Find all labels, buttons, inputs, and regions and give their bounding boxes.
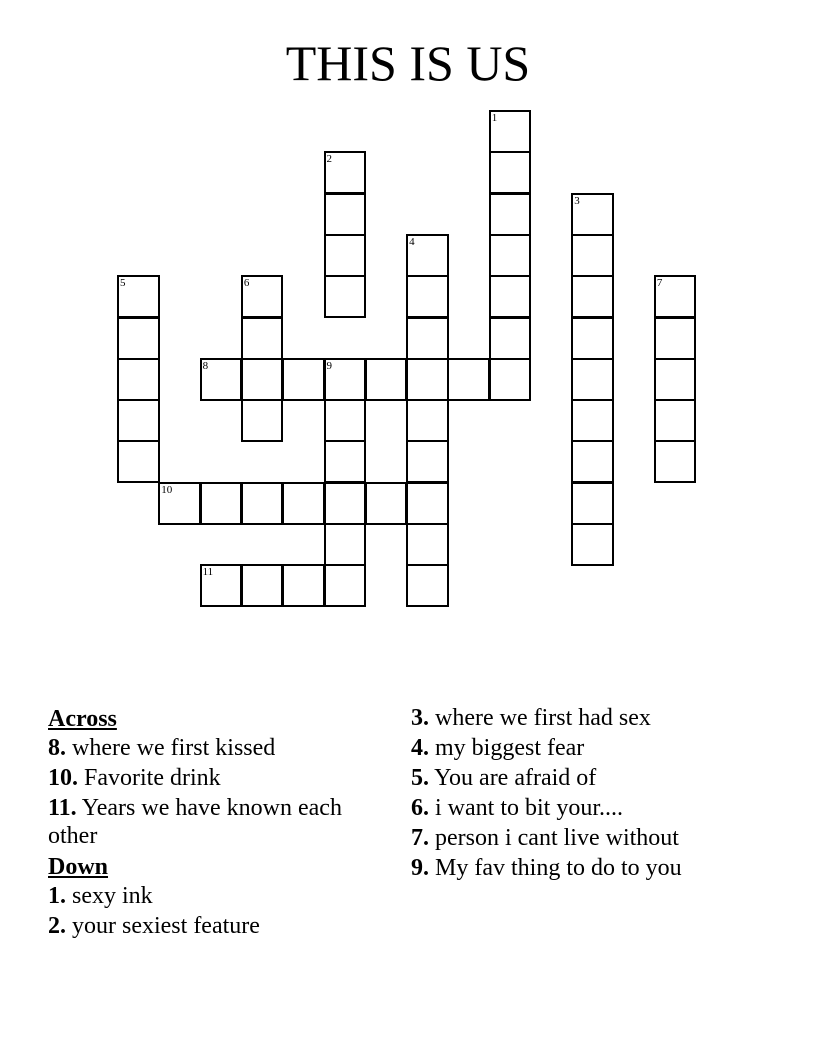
grid-cell[interactable]	[117, 358, 160, 401]
cell-number: 2	[326, 153, 332, 166]
grid-cell[interactable]	[324, 234, 367, 277]
cell-number: 1	[491, 112, 498, 124]
grid-cell[interactable]	[241, 482, 284, 525]
grid-cell[interactable]	[282, 564, 325, 607]
across-heading: Across	[48, 706, 117, 732]
cell-number: 8	[202, 359, 209, 372]
cell-number: 5	[120, 277, 126, 290]
clue-text: Favorite drink	[78, 765, 221, 791]
grid-cell[interactable]	[489, 151, 532, 194]
cell-number: 10	[161, 483, 173, 496]
grid-cell[interactable]	[241, 358, 284, 401]
grid-cell[interactable]	[571, 523, 614, 566]
cell-number: 4	[409, 235, 415, 248]
grid-cell[interactable]	[406, 358, 449, 401]
down-clue	[411, 854, 771, 882]
grid-cell[interactable]	[406, 234, 449, 277]
clue-text: person i cant live without	[429, 825, 679, 851]
grid-cell[interactable]	[489, 317, 532, 360]
grid-cell[interactable]	[406, 564, 449, 607]
cell-number: 3	[574, 194, 580, 207]
grid-cell[interactable]	[324, 275, 367, 318]
grid-cell[interactable]	[654, 317, 697, 360]
grid-cell[interactable]	[571, 275, 614, 318]
clues-right-column	[411, 704, 771, 884]
grid-cell[interactable]	[571, 358, 614, 401]
grid-cell[interactable]	[117, 399, 160, 442]
clue-number: 2.	[48, 913, 66, 939]
clue-text: sexy ink	[66, 883, 153, 909]
across-clue	[48, 794, 368, 850]
clue-text: Years we have known each other	[48, 795, 342, 849]
grid-cell[interactable]	[489, 110, 532, 153]
clue-number: 7.	[411, 825, 429, 851]
grid-cell[interactable]	[365, 482, 408, 525]
grid-cell[interactable]	[324, 399, 367, 442]
puzzle-title: THIS IS US	[285, 35, 531, 91]
grid-cell[interactable]	[241, 399, 284, 442]
grid-cell[interactable]	[406, 523, 449, 566]
grid-cell[interactable]	[489, 275, 532, 318]
grid-cell[interactable]	[200, 564, 243, 607]
grid-cell[interactable]	[282, 482, 325, 525]
grid-cell[interactable]	[571, 482, 614, 525]
grid-cell[interactable]	[489, 358, 532, 401]
grid-cell[interactable]	[324, 193, 367, 236]
down-clue	[411, 704, 771, 732]
grid-cell[interactable]	[654, 358, 697, 401]
grid-cell[interactable]	[406, 399, 449, 442]
grid-cell[interactable]	[282, 358, 325, 401]
grid-cell[interactable]	[241, 564, 284, 607]
down-clue	[411, 734, 771, 762]
clue-text: your sexiest feature	[66, 913, 260, 939]
grid-cell[interactable]	[200, 482, 243, 525]
clue-number: 8.	[48, 735, 66, 761]
grid-cell[interactable]	[117, 275, 160, 318]
clue-number: 10.	[48, 765, 78, 791]
clue-text: where we first had sex	[429, 705, 651, 731]
grid-cell[interactable]	[117, 440, 160, 483]
grid-cell[interactable]	[654, 440, 697, 483]
grid-cell[interactable]	[324, 523, 367, 566]
across-clue	[48, 734, 368, 762]
clue-text: where we first kissed	[66, 735, 276, 761]
grid-cell[interactable]	[365, 358, 408, 401]
clue-number: 9.	[411, 855, 429, 881]
clue-number: 1.	[48, 883, 66, 909]
clue-number: 6.	[411, 795, 429, 821]
grid-cell[interactable]	[158, 482, 201, 525]
grid-cell[interactable]	[489, 234, 532, 277]
down-clue	[48, 882, 368, 910]
cell-number: 9	[326, 359, 332, 372]
clue-text: You are afraid of	[429, 765, 597, 791]
grid-cell[interactable]	[324, 482, 367, 525]
clue-text: my biggest fear	[429, 735, 585, 761]
grid-cell[interactable]	[200, 358, 243, 401]
clue-number: 11.	[48, 795, 77, 821]
grid-cell[interactable]	[324, 440, 367, 483]
cell-number: 7	[656, 277, 663, 290]
grid-cell[interactable]	[571, 317, 614, 360]
grid-cell[interactable]	[324, 564, 367, 607]
clues-left-column	[48, 704, 368, 942]
grid-cell[interactable]	[241, 275, 284, 318]
grid-cell[interactable]	[571, 399, 614, 442]
grid-cell[interactable]	[324, 151, 367, 194]
clue-number: 5.	[411, 765, 429, 791]
down-clue	[48, 912, 368, 940]
grid-cell[interactable]	[324, 358, 367, 401]
across-clue	[48, 764, 368, 792]
grid-cell[interactable]	[447, 358, 490, 401]
grid-cell[interactable]	[406, 482, 449, 525]
grid-cell[interactable]	[117, 317, 160, 360]
grid-cell[interactable]	[654, 399, 697, 442]
down-heading: Down	[48, 854, 109, 880]
down-clue	[411, 794, 771, 822]
grid-cell[interactable]	[571, 440, 614, 483]
clue-text: i want to bit your....	[429, 795, 623, 821]
grid-cell[interactable]	[489, 193, 532, 236]
cell-number: 11	[202, 566, 214, 579]
grid-cell[interactable]	[406, 440, 449, 483]
clue-number: 4.	[411, 735, 429, 761]
clue-number: 3.	[411, 705, 429, 731]
clue-text: My fav thing to do to you	[429, 855, 682, 881]
grid-cell[interactable]	[406, 317, 449, 360]
grid-cell[interactable]	[406, 275, 449, 318]
grid-cell[interactable]	[241, 317, 284, 360]
down-clue	[411, 824, 771, 852]
cell-number: 6	[243, 277, 250, 290]
grid-cell[interactable]	[571, 234, 614, 277]
down-clue	[411, 764, 771, 792]
grid-cell[interactable]	[571, 193, 614, 236]
grid-cell[interactable]	[654, 275, 697, 318]
